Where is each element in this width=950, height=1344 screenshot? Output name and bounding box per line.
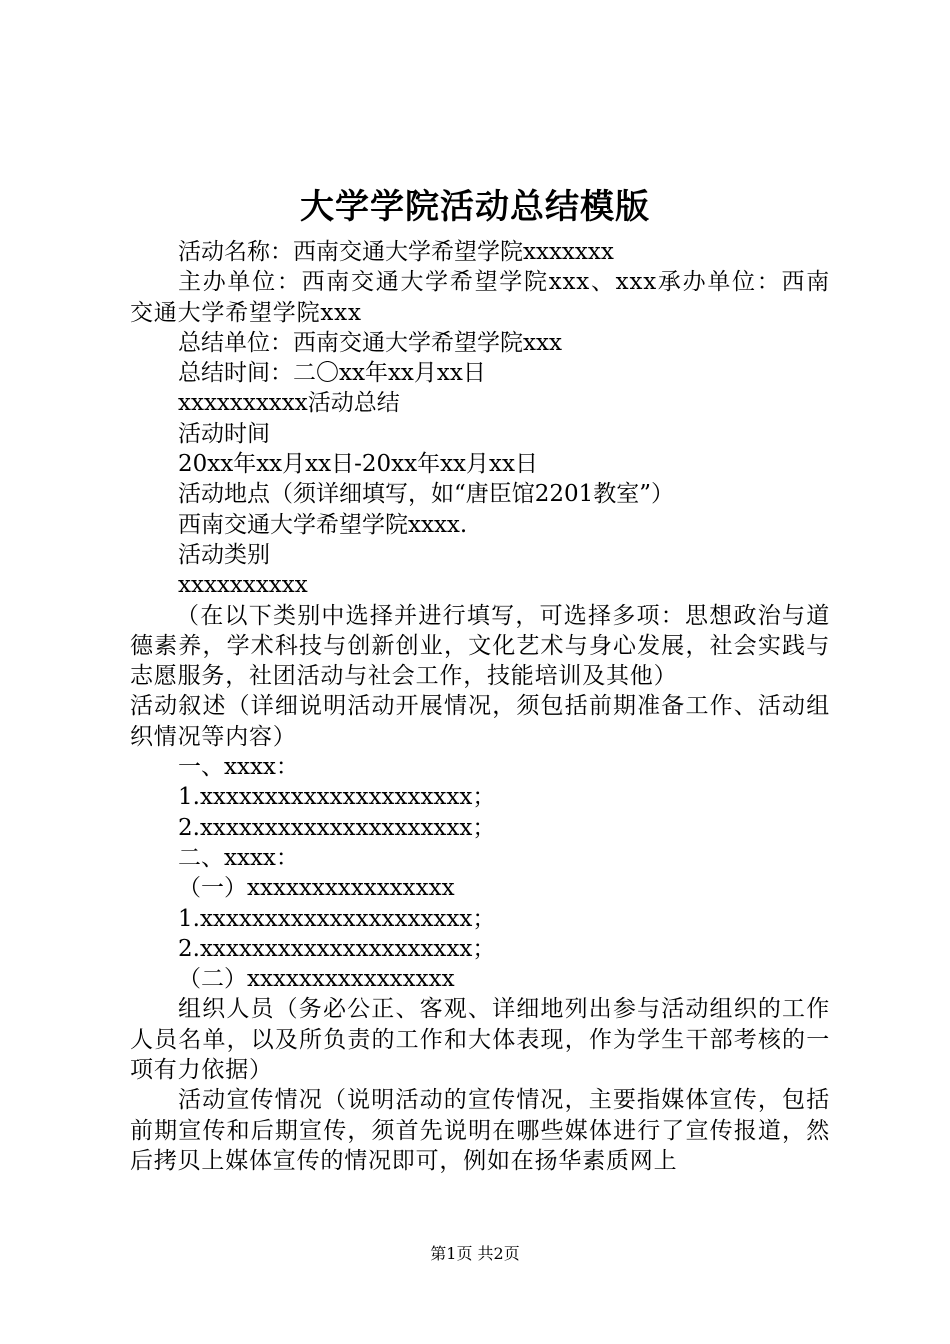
document-body (130, 237, 830, 1176)
subsection-heading: （一）xxxxxxxxxxxxxxxx (178, 875, 455, 902)
activity-category-value: xxxxxxxxxx (178, 572, 308, 599)
summary-unit-line: 总结单位：西南交通大学希望学院xxx (178, 329, 562, 356)
section-two-heading: 二、xxxx： (178, 844, 299, 871)
page-number-footer: 第1页 共2页 (430, 1244, 520, 1263)
category-instructions-paragraph: （在以下类别中选择并进行填写，可选择多项：思想政治与道德素养，学术科技与创新创业，文化艺术与身心发展，社会实践与志愿服务，社团活动与社会工作，技能培训及其他） (130, 602, 830, 690)
document-title: 大学学院活动总结模版 (300, 187, 650, 227)
summary-time-line: 总结时间：二〇xx年xx月xx日 (178, 360, 486, 387)
list-item: 1.xxxxxxxxxxxxxxxxxxxxx； (178, 784, 496, 811)
publicity-paragraph: 活动宣传情况（说明活动的宣传情况，主要指媒体宣传，包括前期宣传和后期宣传，须首先说明在哪些媒体进行了宣传报道，然后拷贝上媒体宣传的情况即可，例如在扬华素质网上 (130, 1087, 830, 1174)
list-item: 2.xxxxxxxxxxxxxxxxxxxxx； (178, 814, 496, 841)
staff-paragraph: 组织人员（务必公正、客观、详细地列出参与活动组织的工作人员名单，以及所负责的工作和大体表现，作为学生干部考核的一项有力依据） (130, 996, 830, 1084)
activity-location-value: 西南交通大学希望学院xxxx. (178, 511, 468, 538)
organizer-paragraph: 主办单位：西南交通大学希望学院xxx、xxx承办单位：西南交通大学希望学院xxx (130, 269, 830, 326)
section-one-heading: 一、xxxx： (178, 754, 299, 781)
activity-name-line: 活动名称：西南交通大学希望学院xxxxxxx (178, 239, 614, 265)
activity-location-label: 活动地点（须详细填写，如“唐臣馆2201教室”） (178, 481, 675, 508)
activity-summary-heading: xxxxxxxxxx活动总结 (178, 390, 400, 417)
subsection-heading: （二）xxxxxxxxxxxxxxxx (178, 966, 455, 993)
activity-time-value: 20xx年xx月xx日-20xx年xx月xx日 (178, 451, 538, 478)
list-item: 1.xxxxxxxxxxxxxxxxxxxxx； (178, 905, 496, 932)
narrative-paragraph: 活动叙述（详细说明活动开展情况，须包括前期准备工作、活动组织情况等内容） (130, 693, 830, 750)
activity-category-label: 活动类别 (178, 541, 270, 568)
list-item: 2.xxxxxxxxxxxxxxxxxxxxx； (178, 935, 496, 962)
activity-time-label: 活动时间 (178, 420, 270, 447)
